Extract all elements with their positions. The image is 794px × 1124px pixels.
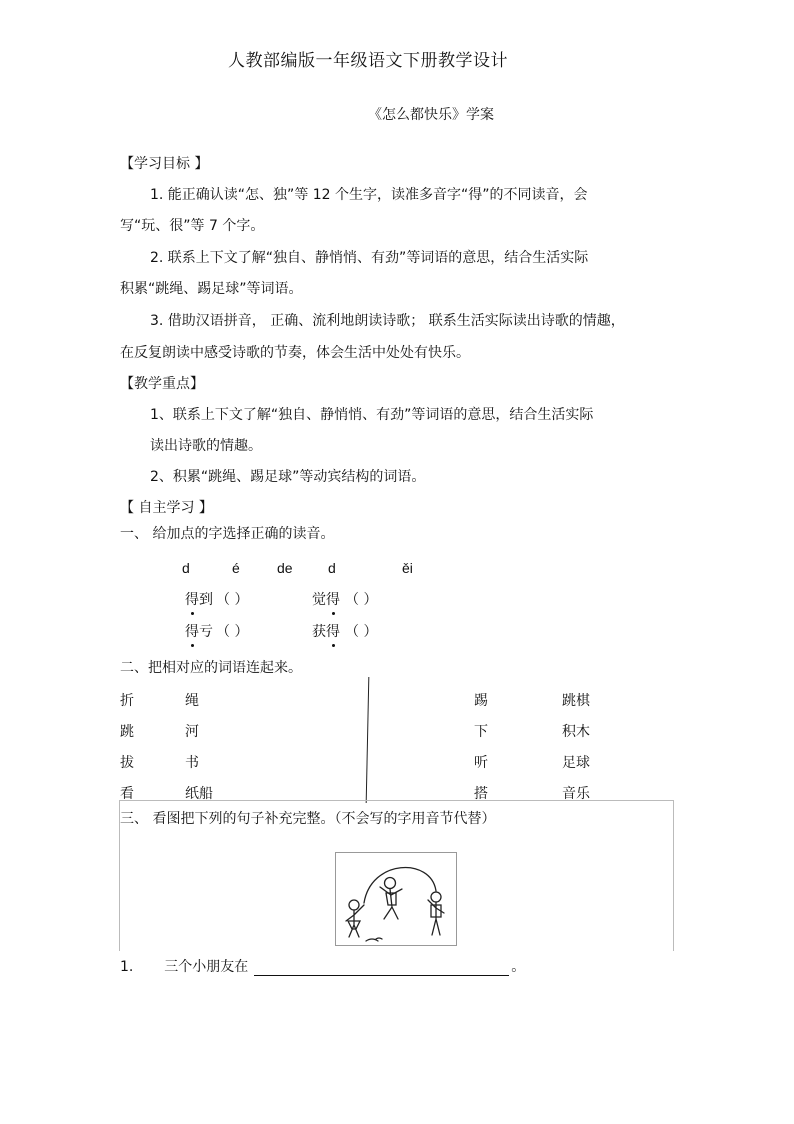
pinyin-option: d <box>182 560 190 576</box>
dotted-char: 得 <box>326 621 340 641</box>
goal-line: 积累“跳绳、踢足球”等词语。 <box>120 281 303 297</box>
match-left-word[interactable]: 河 <box>185 724 199 740</box>
word-item: 得到 <box>185 589 213 609</box>
question-1-title: 一、 给加点的字选择正确的读音。 <box>120 526 335 542</box>
answer-parens[interactable]: （ ） <box>216 592 249 608</box>
keypoint-line: 读出诗歌的情趣。 <box>150 438 262 454</box>
match-left-word[interactable]: 跳 <box>120 724 134 740</box>
sentence-prefix: 三个小朋友在 <box>164 959 249 975</box>
match-left-word[interactable]: 纸船 <box>185 786 213 802</box>
sentence-number: 1. <box>120 959 134 975</box>
dotted-char: 得 <box>185 621 199 641</box>
answer-blank[interactable] <box>254 961 509 976</box>
match-left-word[interactable]: 书 <box>185 755 199 771</box>
match-left-word[interactable]: 绳 <box>185 693 199 709</box>
match-right-word[interactable]: 足球 <box>562 755 590 771</box>
answer-parens[interactable]: （ ） <box>345 592 378 608</box>
goals-heading: 【学习目标 】 <box>120 156 209 172</box>
goal-line: 在反复朗读中感受诗歌的节奏，体会生活中处处有快乐。 <box>120 345 470 361</box>
question-2-title: 二、把相对应的词语连起来。 <box>120 660 302 676</box>
match-left-word[interactable]: 折 <box>120 693 134 709</box>
match-right-word[interactable]: 跳棋 <box>562 693 590 709</box>
goal-line: 1. 能正确认读“怎、独”等 12 个生字，读准多音字“得”的不同读音，会 <box>150 187 588 203</box>
sentence-end: 。 <box>511 959 526 975</box>
pinyin-option: d <box>328 560 336 576</box>
sentence-line <box>120 956 525 976</box>
children-jump-rope-image <box>336 853 456 945</box>
match-right-word[interactable]: 积木 <box>562 724 590 740</box>
pinyin-option: de <box>277 560 293 576</box>
jump-rope-illustration <box>335 852 457 946</box>
dotted-char: 得 <box>326 589 340 609</box>
dotted-char: 得 <box>185 589 199 609</box>
pinyin-option: ěi <box>402 560 413 576</box>
goal-line: 写“玩、很”等 7 个字。 <box>120 218 265 234</box>
word-item: 获得 <box>312 621 340 641</box>
answer-parens[interactable]: （ ） <box>216 624 249 640</box>
match-right-word[interactable]: 搭 <box>474 786 488 802</box>
selfstudy-heading: 【 自主学习 】 <box>120 500 213 516</box>
keypoints-heading: 【教学重点】 <box>120 376 204 392</box>
match-right-word[interactable]: 听 <box>474 755 488 771</box>
divider-line <box>366 677 370 803</box>
document-title: 人教部编版一年级语文下册教学设计 <box>228 51 508 71</box>
match-left-word[interactable]: 拔 <box>120 755 134 771</box>
word-item: 得亏 <box>185 621 213 641</box>
keypoint-line: 1、联系上下文了解“独自、静悄悄、有劲”等词语的意思，结合生活实际 <box>150 407 594 423</box>
goal-line: 2. 联系上下文了解“独自、静悄悄、有劲”等词语的意思，结合生活实际 <box>150 250 589 266</box>
goal-line: 3. 借助汉语拼音， 正确、流利地朗读诗歌； 联系生活实际读出诗歌的情趣， <box>150 313 625 329</box>
document-subtitle: 《怎么都快乐》学案 <box>368 107 494 123</box>
question-3-title: 三、 看图把下列的句子补充完整。（不会写的字用音节代替） <box>120 811 496 827</box>
match-right-word[interactable]: 音乐 <box>562 786 590 802</box>
word-item: 觉得 <box>312 589 340 609</box>
match-left-word[interactable]: 看 <box>120 786 134 802</box>
answer-parens[interactable]: （ ） <box>345 624 378 640</box>
match-right-word[interactable]: 踢 <box>474 693 488 709</box>
keypoint-line: 2、积累“跳绳、踢足球”等动宾结构的词语。 <box>150 469 426 485</box>
match-right-word[interactable]: 下 <box>474 724 488 740</box>
pinyin-option: é <box>232 560 240 576</box>
